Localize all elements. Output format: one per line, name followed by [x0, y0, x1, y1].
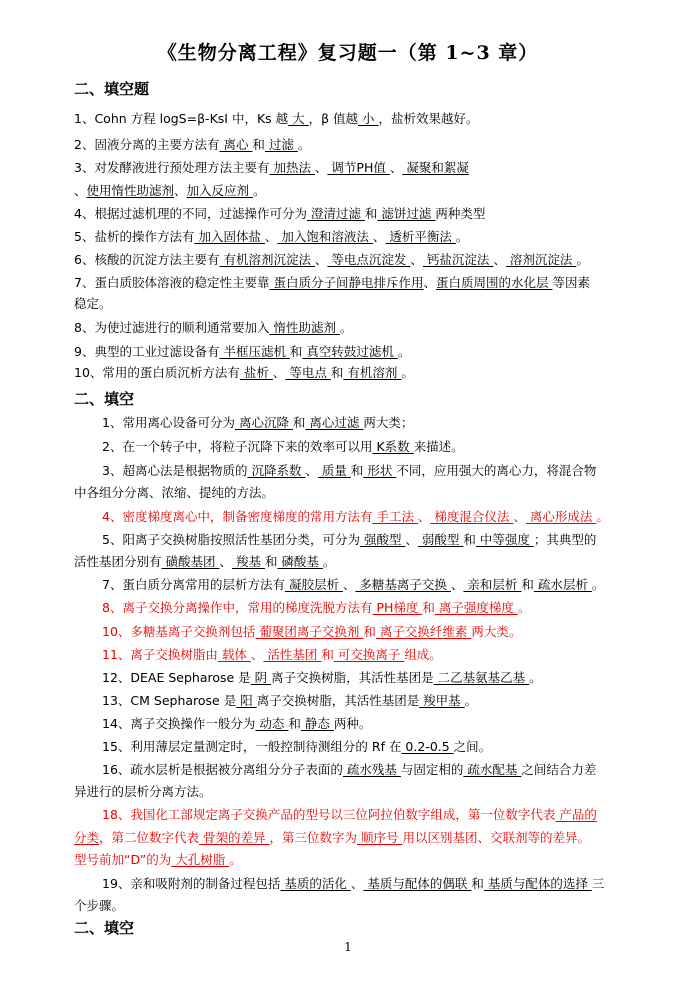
- answer-blank: 分类: [74, 830, 100, 845]
- question-text: 7、蛋白质胶体溶液的稳定性主要靠: [74, 275, 270, 290]
- question-line: [74, 249, 668, 271]
- answer-blank: 弱酸型: [417, 532, 464, 547]
- question-text: 、: [423, 275, 436, 290]
- answer-blank: 梯度混合仪法: [430, 509, 514, 524]
- answer-blank: 阴: [250, 670, 272, 685]
- question-text: 和: [292, 415, 306, 430]
- question-text: 10、常用的蛋白质沉析方法有: [74, 365, 240, 380]
- question-text: 两种。: [333, 716, 372, 731]
- answer-blank: 小: [358, 111, 379, 126]
- answer-blank: 葡聚团离子交换剂: [255, 624, 364, 639]
- answer-blank: 离心形成法: [525, 509, 597, 524]
- answer-blank: PH梯度: [372, 600, 423, 615]
- question-text: 等因素: [552, 275, 590, 290]
- question-line: [74, 781, 668, 803]
- question-text: 、: [272, 365, 286, 380]
- question-line: [74, 134, 668, 156]
- question-text: 、: [264, 229, 278, 244]
- question-text: 。: [229, 852, 242, 867]
- question-text: ，第二位数字代表: [99, 830, 200, 845]
- question-line: [102, 436, 668, 458]
- answer-blank: 多糖基离子交换: [355, 577, 451, 592]
- question-text: 16、疏水层析是根据被分离组分分子表面的: [102, 762, 343, 777]
- answer-blank: 离心过滤: [305, 415, 364, 430]
- question-line: [74, 482, 668, 504]
- question-line: [102, 597, 668, 619]
- question-line: [74, 895, 668, 917]
- question-text: 。: [339, 320, 353, 335]
- question-text: 2、在一个转子中，将粒子沉降下来的效率可以用: [102, 439, 373, 454]
- question-line: [74, 108, 668, 130]
- question-text: 和: [330, 365, 344, 380]
- question-text: 离子交换树脂，其活性基团是: [271, 670, 434, 685]
- answer-blank: 溶剂沉淀法: [505, 252, 577, 267]
- question-text: 稳定。: [74, 296, 112, 311]
- answer-blank: 强酸型: [359, 532, 406, 547]
- question-text: 两大类。: [471, 624, 522, 639]
- answer-blank: 过滤: [264, 137, 298, 152]
- answer-blank: 透析平衡法: [385, 229, 456, 244]
- answer-blank: 产品的: [555, 807, 597, 822]
- answer-blank: 磺酸基团: [161, 554, 220, 569]
- answer-blank: 静态: [300, 716, 334, 731]
- answer-blank: 有机溶剂: [343, 365, 402, 380]
- answer-blank: 盐析: [239, 365, 273, 380]
- question-text: 。: [253, 183, 266, 198]
- question-text: 个步骤。: [74, 898, 125, 913]
- answer-blank: 蛋白质分子间静电排斥作用: [269, 275, 424, 290]
- question-text: 三: [591, 876, 605, 891]
- question-text: 和: [350, 463, 364, 478]
- answer-blank: 大: [288, 111, 309, 126]
- question-text: 、: [74, 183, 87, 198]
- question-text: 离子交换树脂，其活性基团是: [256, 693, 420, 708]
- answer-blank: 磷酸基: [277, 554, 323, 569]
- answer-blank: 加入饱和溶液法: [277, 229, 373, 244]
- question-text: 不同，应用强大的离心力，将混合物: [396, 463, 597, 478]
- answer-blank: 离心: [219, 137, 253, 152]
- answer-blank: 使用惰性助滤剂: [86, 183, 175, 198]
- question-text: 。: [517, 600, 531, 615]
- question-text: 、: [405, 532, 418, 547]
- answer-blank: 加入反应剂: [186, 183, 254, 198]
- question-line: [102, 667, 668, 689]
- answer-blank: 质量: [317, 463, 351, 478]
- answer-blank: 调节PH值: [327, 160, 390, 175]
- answer-blank: 基质与配体的偶联: [363, 876, 472, 891]
- page-number: 1: [344, 940, 352, 954]
- answer-blank: 沉降系数: [247, 463, 306, 478]
- question-text: 。: [596, 509, 609, 524]
- answer-blank: 等电点: [285, 365, 331, 380]
- question-line: [102, 690, 668, 712]
- document-title: 《生物分离工程》复习题一（第 1~3 章）: [157, 42, 539, 64]
- question-text: 4、根据过滤机理的不同，过滤操作可分为: [74, 206, 307, 221]
- question-text: 两大类；: [363, 415, 414, 430]
- question-text: 18、我国化工部规定离子交换产品的型号以三位阿拉伯数字组成，第一位数字代表: [102, 807, 556, 822]
- question-text: 、: [450, 577, 464, 592]
- question-text: 11、离子交换树脂由: [102, 647, 218, 662]
- answer-blank: 顺序号: [357, 830, 403, 845]
- answer-blank: 滤饼过滤: [377, 206, 436, 221]
- answer-blank: 疏水配基: [463, 762, 522, 777]
- answer-blank: 惰性助滤剂: [269, 320, 340, 335]
- question-line: [74, 317, 668, 339]
- answer-blank: 羧基: [231, 554, 265, 569]
- question-text: 。: [322, 554, 336, 569]
- question-text: 、: [219, 554, 232, 569]
- question-line: [102, 506, 668, 528]
- answer-blank: 有机溶剂沉淀法: [219, 252, 315, 267]
- question-text: 、: [174, 183, 187, 198]
- question-text: 和: [364, 206, 378, 221]
- answer-blank: 可交换离子: [333, 647, 405, 662]
- question-text: 、: [305, 463, 318, 478]
- question-text: 和: [463, 532, 476, 547]
- answer-blank: 骨架的差异: [199, 830, 270, 845]
- question-text: 19、亲和吸附剂的制备过程包括: [102, 876, 281, 891]
- answer-blank: 等电点沉淀发: [327, 252, 411, 267]
- answer-blank: 离子强度梯度: [434, 600, 518, 615]
- section-heading-fill-blanks: 二、填空题: [74, 80, 150, 98]
- question-text: 5、阳离子交换树脂按照活性基团分类，可分为: [102, 532, 360, 547]
- question-text: 。: [529, 670, 542, 685]
- answer-blank: 疏水残基: [342, 762, 401, 777]
- answer-blank: 载体: [217, 647, 251, 662]
- answer-blank: 离子交换纤维素: [375, 624, 472, 639]
- answer-blank: 凝聚和絮凝: [402, 160, 469, 175]
- answer-blank: 澄清过滤: [306, 206, 365, 221]
- question-text: 活性基团分别有: [74, 554, 162, 569]
- question-text: 和: [264, 554, 278, 569]
- question-text: 10、多糖基离子交换剂包括: [102, 624, 256, 639]
- question-text: 9、典型的工业过滤设备有: [74, 344, 220, 359]
- question-text: 4、密度梯度离心中，制备密度梯度的常用方法有: [102, 509, 373, 524]
- question-line: [74, 157, 668, 179]
- question-line: [102, 412, 668, 434]
- question-text: 14、离子交换操作一般分为: [102, 716, 256, 731]
- question-line: [102, 804, 668, 826]
- question-text: 。: [464, 693, 478, 708]
- question-text: 之间结合力差: [521, 762, 597, 777]
- answer-blank: 手工法: [372, 509, 418, 524]
- answer-blank: 凝胶层析: [284, 577, 343, 592]
- question-text: 组成。: [404, 647, 442, 662]
- answer-blank: K系数: [372, 439, 414, 454]
- answer-blank: 基质与配体的选择: [483, 876, 592, 891]
- question-text: ，β 值越: [308, 111, 359, 126]
- question-line: [74, 827, 668, 849]
- question-text: 和: [471, 876, 484, 891]
- answer-blank: 0.2-0.5: [401, 739, 454, 754]
- section-heading-fill-3: 二、填空: [74, 919, 135, 937]
- question-text: 8、为使过滤进行的顺利通常要加入: [74, 320, 270, 335]
- question-line: [74, 203, 668, 225]
- question-text: 和: [289, 344, 303, 359]
- question-line: [74, 293, 668, 315]
- answer-blank: 离心沉降: [234, 415, 293, 430]
- question-text: 、: [342, 577, 356, 592]
- question-text: 异进行的层析分离方法。: [74, 784, 212, 799]
- answer-blank: 加热法: [269, 160, 315, 175]
- question-text: 。: [297, 137, 311, 152]
- question-text: 和: [321, 647, 334, 662]
- answer-blank: 亲和层析: [463, 577, 522, 592]
- question-text: 和: [288, 716, 301, 731]
- question-text: 、: [493, 252, 506, 267]
- question-text: 、: [417, 509, 431, 524]
- answer-blank: 蛋白质周围的水化层: [435, 275, 553, 290]
- question-text: 。: [401, 365, 414, 380]
- section-heading-fill-2: 二、填空: [74, 390, 135, 408]
- answer-blank: 动态: [255, 716, 289, 731]
- question-text: 型号前加“D”的为: [74, 852, 172, 867]
- answer-blank: 二乙基氨基乙基: [433, 670, 530, 685]
- question-text: 、: [350, 876, 364, 891]
- question-text: 、: [372, 229, 386, 244]
- answer-blank: 基质的活化: [280, 876, 351, 891]
- question-line: [102, 759, 668, 781]
- question-line: [102, 529, 668, 551]
- question-text: 6、核酸的沉淀方法主要有: [74, 252, 220, 267]
- question-text: 之间。: [453, 739, 492, 754]
- question-text: 、: [314, 160, 328, 175]
- question-text: 用以区别基团、交联剂等的差异。: [402, 830, 590, 845]
- question-text: 12、DEAE Sepharose 是: [102, 670, 251, 685]
- question-text: ，盐析效果越好。: [378, 111, 479, 126]
- question-line: [74, 180, 668, 202]
- question-text: 两种类型: [435, 206, 486, 221]
- question-text: 和: [422, 600, 435, 615]
- question-text: 。: [591, 577, 605, 592]
- question-text: 。: [576, 252, 589, 267]
- question-text: 15、利用薄层定量测定时，一般控制待测组分的 Rf 在: [102, 739, 402, 754]
- answer-blank: 钙盐沉淀法: [422, 252, 494, 267]
- question-line: [74, 551, 668, 573]
- question-text: 与固定相的: [400, 762, 464, 777]
- question-text: 、: [314, 252, 328, 267]
- question-text: ，第三位数字为: [269, 830, 357, 845]
- question-text: 来描述。: [413, 439, 464, 454]
- question-text: 7、蛋白质分离常用的层析方法有: [102, 577, 285, 592]
- question-text: 和: [252, 137, 265, 152]
- answer-blank: 形状: [363, 463, 397, 478]
- question-line: [102, 873, 668, 895]
- question-line: [74, 272, 668, 294]
- question-line: [102, 621, 668, 643]
- question-line: [102, 644, 668, 666]
- question-line: [102, 460, 668, 482]
- question-text: 、: [250, 647, 264, 662]
- question-text: 13、CM Sepharose 是: [102, 693, 237, 708]
- question-line: [74, 226, 668, 248]
- question-text: 5、盐析的操作方法有: [74, 229, 195, 244]
- question-text: 3、对发酵液进行预处理方法主要有: [74, 160, 270, 175]
- question-line: [102, 713, 668, 735]
- question-text: 1、Cohn 方程 logS=β-KsI 中，Ks 越: [74, 111, 289, 126]
- answer-blank: 疏水层析: [533, 577, 592, 592]
- answer-blank: 大孔树脂: [171, 852, 230, 867]
- question-line: [74, 341, 668, 363]
- question-text: 8、离子交换分离操作中，常用的梯度洗脱方法有: [102, 600, 373, 615]
- question-text: 和: [363, 624, 376, 639]
- question-text: ；其典型的: [533, 532, 597, 547]
- question-text: 、: [513, 509, 526, 524]
- answer-blank: 中等强度: [475, 532, 534, 547]
- answer-blank: 活性基团: [263, 647, 322, 662]
- question-text: 。: [455, 229, 469, 244]
- question-text: 1、常用离心设备可分为: [102, 415, 235, 430]
- question-text: 和: [521, 577, 534, 592]
- question-line: [74, 849, 668, 871]
- question-text: 。: [397, 344, 411, 359]
- question-text: 2、固液分离的主要方法有: [74, 137, 220, 152]
- answer-blank: 半框压滤机: [219, 344, 290, 359]
- question-line: [102, 574, 668, 596]
- answer-blank: 加入固体盐: [194, 229, 265, 244]
- question-text: 3、超离心法是根据物质的: [102, 463, 248, 478]
- question-text: 、: [389, 160, 403, 175]
- question-text: 、: [410, 252, 423, 267]
- answer-blank: 阳: [236, 693, 257, 708]
- question-line: [102, 736, 668, 758]
- answer-blank: 羧甲基: [419, 693, 465, 708]
- question-text: 中各组分分离、浓缩、提纯的方法。: [74, 485, 275, 500]
- question-line: [74, 362, 668, 384]
- answer-blank: 真空转鼓过滤机: [302, 344, 398, 359]
